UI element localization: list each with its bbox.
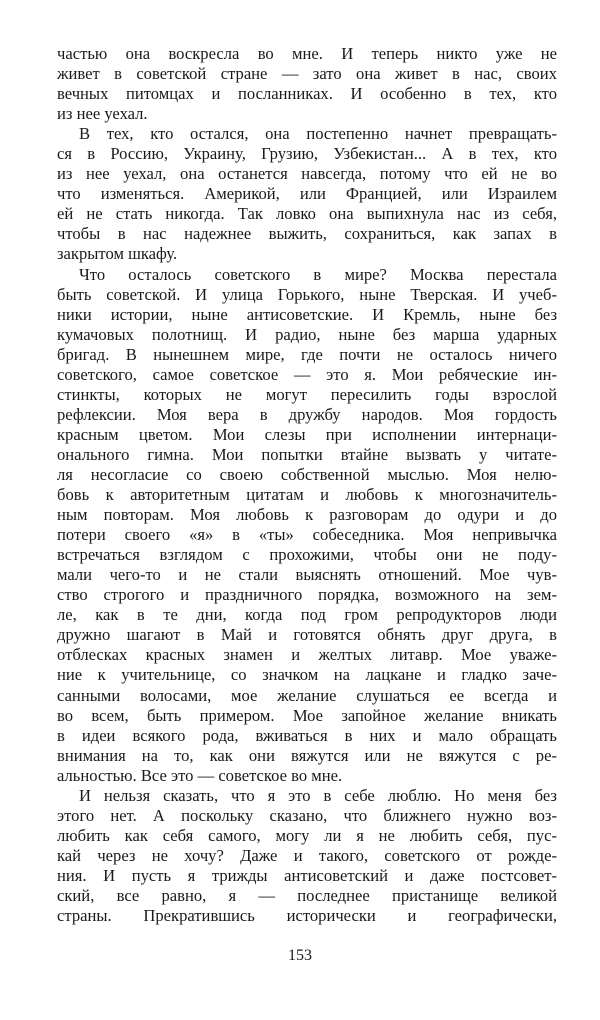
text-line: Что осталось советского в мире? Москва перестала (79, 264, 557, 284)
text-line: отблесках красных знамен и желтых литавр. Мое уваже- (57, 645, 557, 665)
text-line: санными волосами, мое желание слушаться ее всегда и (57, 685, 557, 705)
text-line: ным повторам. Моя любовь к разговорам до одури и до (57, 505, 557, 525)
text-line: бовь к авторитетным цитатам и любовь к многозначитель- (57, 485, 557, 505)
text-line: бригад. В нынешнем мире, где почти не осталось ничего (57, 344, 557, 364)
text-line: красным цветом. Мои слезы при исполнении интернаци- (57, 424, 557, 444)
text-line: онального гимна. Мои попытки втайне вызвать у читате- (57, 444, 557, 464)
text-line: ние к учительнице, со значком на лацкане и гладко зачe- (57, 665, 557, 685)
text-line: этого нет. А поскольку сказано, что ближнего нужно воз- (57, 805, 557, 825)
text-line: быть советской. И улица Горького, ныне Тверская. И учеб- (57, 284, 557, 304)
text-line: В тех, кто остался, она постепенно начнет превращать- (79, 124, 557, 144)
text-line: ники истории, ныне антисоветские. И Кремль, ныне без (57, 304, 557, 324)
text-line: из нее уехал, она останется навсегда, потому что ей не во (57, 164, 557, 184)
text-line: дружно шагают в Май и готовятся обнять друг друга, в (57, 625, 557, 645)
page-number: 153 (288, 947, 312, 964)
text-line: стинкты, которых не могут пересилить годы взрослой (57, 384, 557, 404)
page-body-text (57, 44, 557, 926)
text-line: закрытом шкафу. (57, 244, 178, 264)
text-line: ния. И пусть я трижды антисоветский и даже постсовет- (57, 865, 557, 885)
paragraph (57, 786, 557, 926)
text-line: ский, все равно, я — последнее пристанище великой (57, 885, 557, 905)
text-line: альностью. Все это — советское во мне. (57, 765, 343, 785)
paragraph (57, 44, 557, 124)
text-line: во всем, быть примером. Мое запойное желание вникать (57, 705, 557, 725)
text-line: ля несогласие со своею собственной мыслью. Моя нелю- (57, 464, 557, 484)
text-line: живет в советской стране — зато она живет в нас, своих (57, 64, 557, 84)
text-line: ле, как в те дни, когда под гром репродукторов люди (57, 605, 557, 625)
text-line: вечных питомцах и посланниках. И особенно в тех, кто (57, 84, 557, 104)
text-line: ей не стать никогда. Так ловко она выпихнула нас из себя, (57, 204, 557, 224)
text-line: потери своего «я» в «ты» собеседника. Моя непривычка (57, 525, 557, 545)
text-line: любить как себя самого, могу ли я не любить себя, пус- (57, 825, 557, 845)
text-line: встречаться взглядом с прохожими, чтобы они не поду- (57, 545, 557, 565)
text-line: кумачовых полотнищ. И радио, ныне без марша ударных (57, 324, 557, 344)
text-line: рефлексии. Моя вера в дружбу народов. Моя гордость (57, 404, 557, 424)
text-line: из нее уехал. (57, 104, 148, 124)
text-line: частью она воскресла во мне. И теперь никто уже не (57, 44, 557, 63)
paragraph (57, 265, 557, 786)
text-line: что изменяться. Америкой, или Францией, или Израилем (57, 184, 557, 204)
text-line: ство строгого и праздничного порядка, возможного на зем- (57, 585, 557, 605)
text-line: страны. Прекратившись исторически и географически, (57, 906, 557, 926)
paragraph (57, 124, 557, 264)
text-line: ся в Россию, Украину, Грузию, Узбекистан... А в тех, кто (57, 144, 557, 164)
text-line: чтобы в нас надежнее выжить, сохраниться, как запах в (57, 224, 557, 244)
text-line: кай через не хочу? Даже и такого, советского от рожде- (57, 845, 557, 865)
text-line: И нельзя сказать, что я это в себе люблю. Но меня без (79, 785, 557, 805)
text-line: в идеи всякого рода, вживаться в них и мало обращать (57, 725, 557, 745)
text-line: советского, самое советское — это я. Мои ребяческие ин- (57, 364, 557, 384)
text-line: внимания на то, как они вяжутся или не вяжутся с ре- (57, 745, 557, 765)
text-line: мали чего-то и не стали выяснять отношений. Мое чув- (57, 565, 557, 585)
